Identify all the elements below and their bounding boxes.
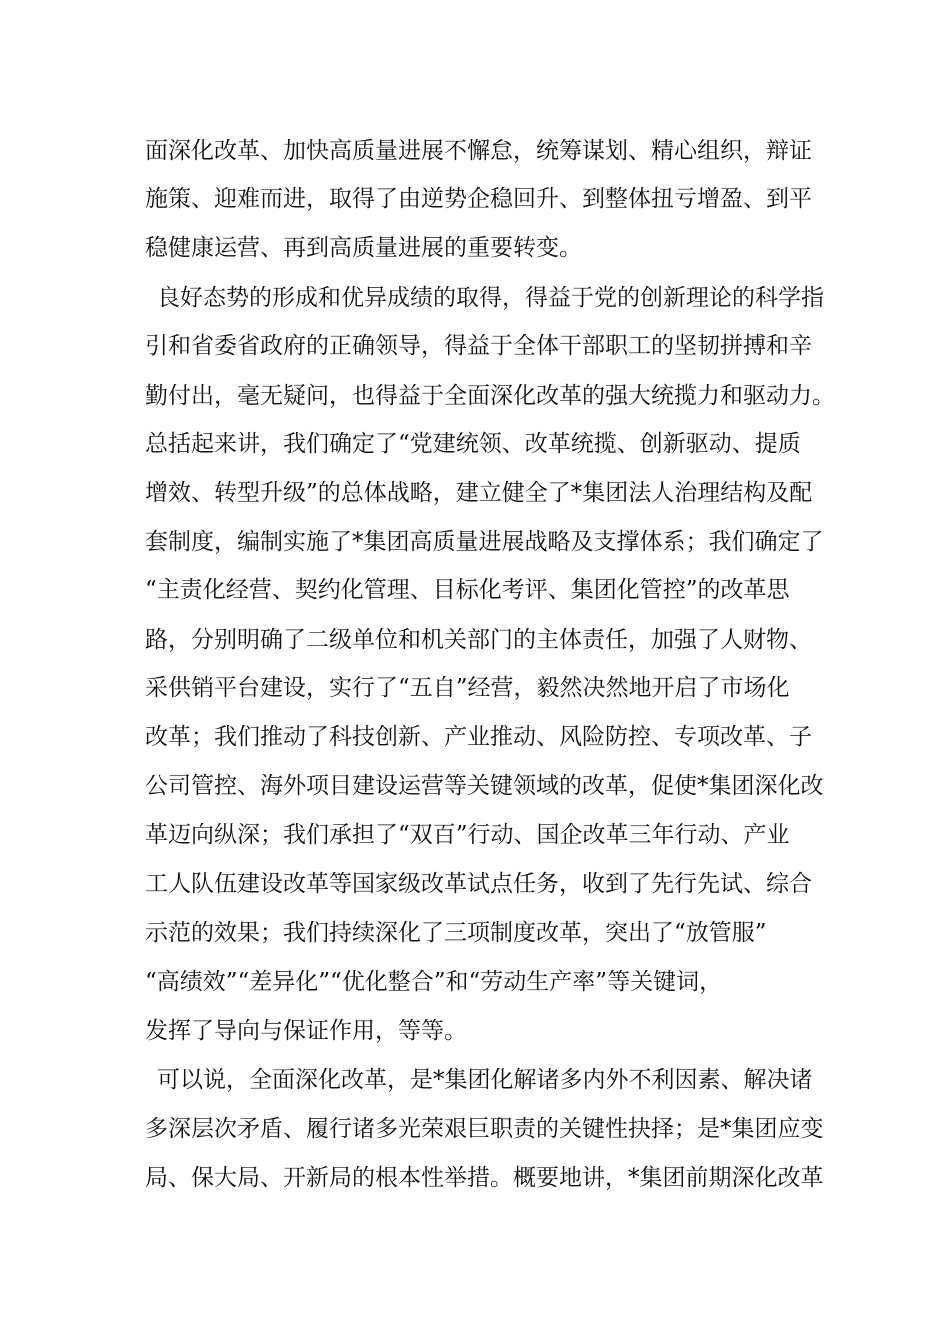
body-text-line: 发挥了导向与保证作用，等等。: [145, 1018, 467, 1044]
body-text-line: 面深化改革、加快高质量进展不懈怠，统筹谋划、精心组织，辩证: [145, 138, 812, 164]
body-text-line: 工人队伍建设改革等国家级改革试点任务，收到了先行先试、综合: [145, 871, 812, 897]
body-text-line: 良好态势的形成和优异成绩的取得，得益于党的创新理论的科学指: [157, 285, 824, 311]
body-text-line: “主责化经营、契约化管理、目标化考评、集团化管控”的改革思: [145, 577, 790, 603]
body-text-line: 勤付出，毫无疑问，也得益于全面深化改革的强大统揽力和驱动力。: [145, 383, 835, 409]
body-text-line: 公司管控、海外项目建设运营等关键领域的改革，促使*集团深化改: [145, 773, 824, 799]
body-text-line: 路，分别明确了二级单位和机关部门的主体责任，加强了人财物、: [145, 627, 812, 653]
body-text-line: 采供销平台建设，实行了“五自”经营，毅然决然地开启了市场化: [145, 675, 790, 701]
body-text-line: 引和省委省政府的正确领导，得益于全体干部职工的坚韧拼搏和辛: [145, 333, 812, 359]
body-text-line: 改革；我们推动了科技创新、产业推动、风险防控、专项改革、子: [145, 724, 812, 750]
body-text-line: 多深层次矛盾、履行诸多光荣艰巨职责的关键性抉择；是*集团应变: [145, 1116, 824, 1142]
body-text-line: “高绩效”“差异化”“优化整合”和“劳动生产率”等关键词，: [145, 969, 723, 995]
body-text-line: 局、保大局、开新局的根本性举措。概要地讲，*集团前期深化改革: [145, 1165, 824, 1191]
body-text-line: 革迈向纵深；我们承担了“双百”行动、国企改革三年行动、产业: [145, 822, 790, 848]
body-text-line: 稳健康运营、再到高质量进展的重要转变。: [145, 235, 582, 261]
body-text-line: 可以说，全面深化改革，是*集团化解诸多内外不利因素、解决诸: [157, 1067, 813, 1093]
body-text-line: 套制度，编制实施了*集团高质量进展战略及支撑体系；我们确定了: [145, 529, 824, 555]
body-text-line: 示范的效果；我们持续深化了三项制度改革，突出了“放管服”: [145, 920, 767, 946]
body-text-line: 施策、迎难而进，取得了由逆势企稳回升、到整体扭亏增盈、到平: [145, 186, 812, 212]
body-text-line: 增效、转型升级”的总体战略，建立健全了*集团法人治理结构及配: [145, 480, 813, 506]
body-text-line: 总括起来讲，我们确定了“党建统领、改革统揽、创新驱动、提质: [145, 431, 801, 457]
